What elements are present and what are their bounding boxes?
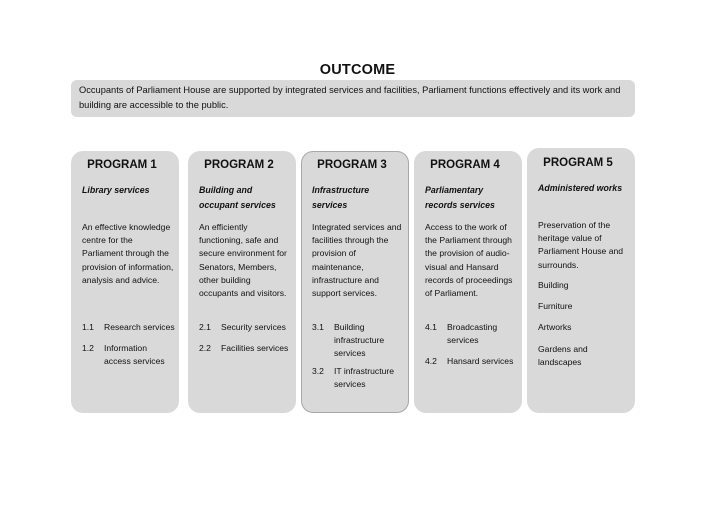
service-number: 4.1 xyxy=(425,322,437,332)
service-label: Hansard services xyxy=(447,356,514,367)
program-2-box xyxy=(188,151,296,413)
program-services xyxy=(312,321,404,399)
outcome-text: Occupants of Parliament House are supported by integrated services and facilities, Parliament functions effectively and its work and building are accessible to the public. xyxy=(79,85,621,110)
service-label: Broadcasting services xyxy=(447,322,498,346)
program-title: PROGRAM 5 xyxy=(543,157,613,169)
list-item: Building xyxy=(538,280,569,290)
program-name: Infrastructure services xyxy=(312,185,370,210)
program-description: Integrated services and facilities through the provision of maintenance, infrastructure and support services. xyxy=(312,222,402,299)
program-title: PROGRAM 1 xyxy=(87,159,157,171)
service-number: 1.1 xyxy=(82,322,94,332)
service-item xyxy=(199,342,292,355)
service-label: Facilities services xyxy=(221,343,289,354)
program-title: PROGRAM 3 xyxy=(317,159,387,171)
program-name: Parliamentary records services xyxy=(425,185,495,210)
program-description: An efficiently functioning, safe and secure environment for Senators, Members, other building occupants and visitors. xyxy=(199,222,287,299)
list-item: Gardens and landscapes xyxy=(538,343,588,367)
service-item xyxy=(425,321,518,347)
outcome-title: OUTCOME xyxy=(319,62,396,78)
service-item xyxy=(199,321,292,334)
program-services xyxy=(82,321,175,377)
program-title: PROGRAM 4 xyxy=(430,159,500,171)
program-name: Library services xyxy=(82,185,150,195)
service-item xyxy=(82,321,175,334)
program-description: An effective knowledge centre for the Parliament through the provision of information, analysis and advice. xyxy=(82,222,174,285)
program-items xyxy=(538,279,631,377)
service-label: Building infrastructure services xyxy=(334,322,385,359)
program-description: Preservation of the heritage value of Parliament House and surrounds. xyxy=(538,220,624,270)
service-number: 2.2 xyxy=(199,343,211,354)
service-number: 2.1 xyxy=(199,322,211,332)
program-4-box xyxy=(414,151,522,413)
program-name: Building and occupant services xyxy=(199,185,276,210)
service-number: 3.1 xyxy=(312,322,324,332)
program-1-box xyxy=(71,151,179,413)
program-services xyxy=(425,321,518,377)
program-title: PROGRAM 2 xyxy=(204,159,274,171)
service-label: Information access services xyxy=(104,343,165,367)
service-item xyxy=(312,321,404,361)
service-item xyxy=(82,342,175,368)
service-label: IT infrastructure services xyxy=(334,365,395,389)
list-item: Furniture xyxy=(538,301,573,312)
service-number: 3.2 xyxy=(312,365,324,376)
service-label: Security services xyxy=(221,322,286,332)
program-services xyxy=(199,321,292,363)
program-name: Administered works xyxy=(538,183,623,193)
list-item: Artworks xyxy=(538,322,572,333)
service-item xyxy=(425,355,518,368)
service-item xyxy=(312,365,404,391)
service-label: Research services xyxy=(104,322,175,332)
service-number: 1.2 xyxy=(82,343,94,354)
program-3-box xyxy=(301,151,409,413)
outcome-box xyxy=(71,80,635,117)
program-description: Access to the work of the Parliament through the provision of audio-visual and Hansard records of proceedings of Parliament. xyxy=(425,222,513,299)
program-5-box xyxy=(527,148,635,413)
service-number: 4.2 xyxy=(425,356,437,367)
